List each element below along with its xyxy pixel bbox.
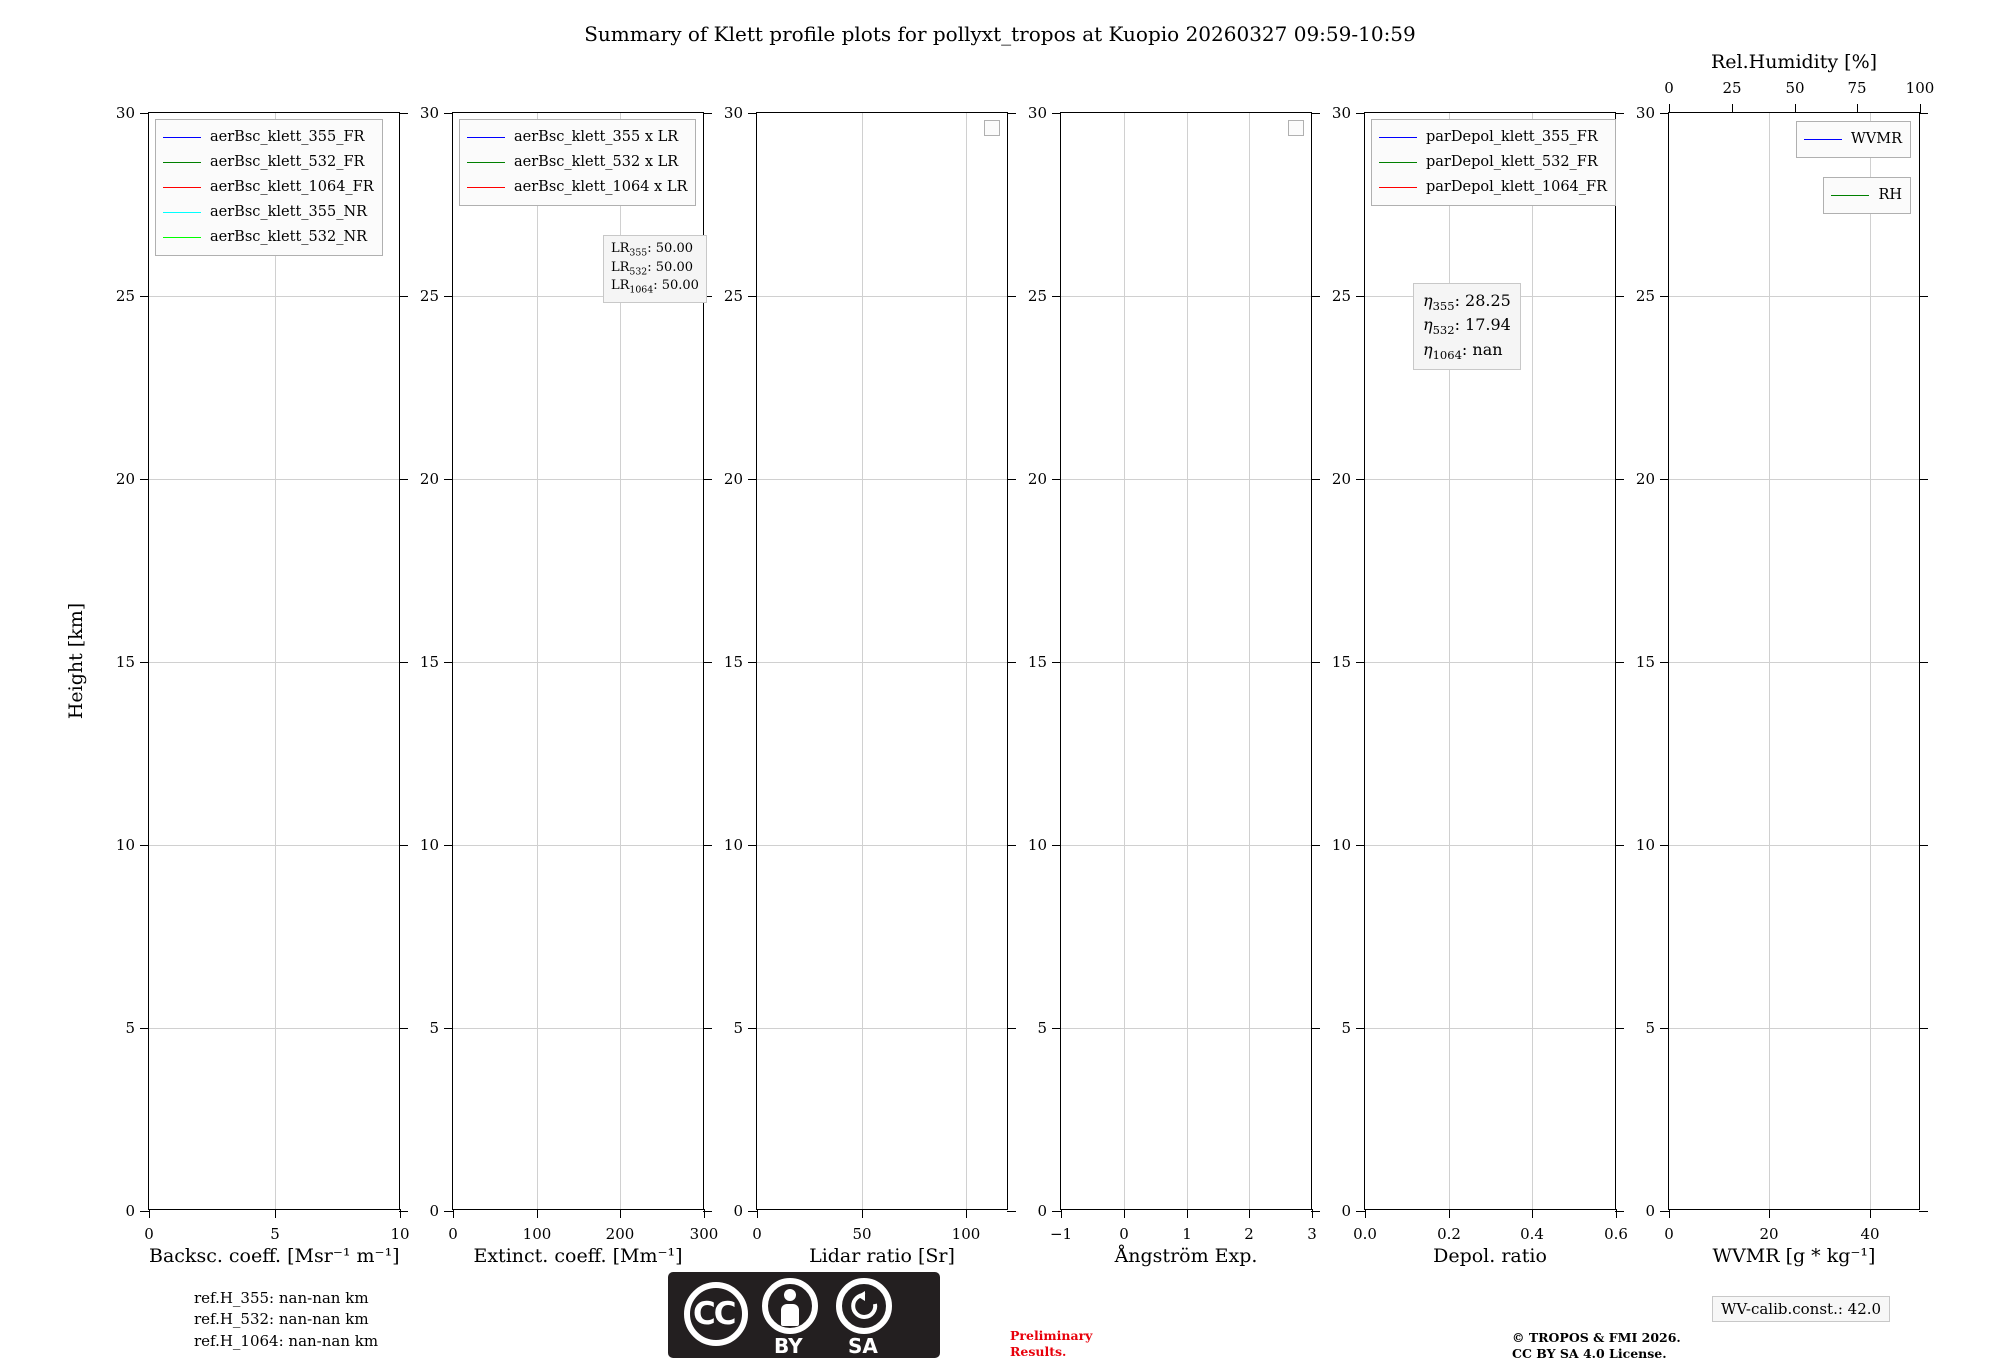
ytick-label: 15 [1027,653,1047,671]
legend-item[interactable] [163,150,374,175]
legend-swatch-icon [1379,137,1417,138]
legend-item[interactable] [163,125,374,150]
x-axis-title-angstrom: Ångström Exp. [1114,1245,1258,1267]
ytick-label: 10 [723,836,743,854]
ytick-label: 0 [1037,1202,1047,1220]
sa-arrow-icon [850,1291,880,1321]
xtick-label: 3 [1307,1225,1317,1243]
ytick-label: 15 [1635,653,1655,671]
legend-swatch-icon [1379,162,1417,163]
legend-item-label: parDepol_klett_1064_FR [1426,179,1608,196]
legend-rh[interactable] [1823,177,1911,214]
x-axis-title-extinction: Extinct. coeff. [Mm⁻¹] [473,1245,683,1267]
ytick-label: 0 [733,1202,743,1220]
x-axis-title-depol-ratio: Depol. ratio [1433,1245,1547,1267]
legend-swatch-icon [163,162,201,163]
legend-swatch-icon [467,162,505,163]
panel-wvmr-rh [1635,51,1935,1267]
xtick-label: 100 [951,1225,981,1243]
ytick-label: 10 [115,836,135,854]
xtick-label: 300 [689,1225,719,1243]
legend-swatch-icon [163,187,201,188]
legend-item[interactable] [467,125,687,150]
xtick-label: 1 [1182,1225,1192,1243]
xtick-label: 0.0 [1353,1225,1377,1243]
preliminary-line-1: Preliminary [1010,1328,1093,1343]
preliminary-results-note [1010,1328,1092,1359]
ytick-label: 0 [1645,1202,1655,1220]
by-person-head [784,1289,796,1301]
by-person-body [781,1304,799,1326]
legend-item-label: aerBsc_klett_1064 x LR [514,179,688,196]
legend-angstrom-empty[interactable] [1288,120,1304,136]
ytick-label: 25 [1331,287,1351,305]
legend-swatch-icon [1804,139,1842,140]
legend-item-label: RH [1878,187,1902,204]
xtick-label: 200 [605,1225,635,1243]
xtick-label: 0.2 [1437,1225,1461,1243]
ytick-label: 20 [419,470,439,488]
ytick-label: 25 [723,287,743,305]
xtick-label: 40 [1860,1225,1880,1243]
xtick-label: 20 [1759,1225,1779,1243]
legend-item[interactable] [1804,127,1902,152]
ytick-label: 30 [723,104,743,122]
ytick-label: 30 [1331,104,1351,122]
copyright-line-2: CC BY SA 4.0 License. [1512,1345,1667,1361]
ytick-label: 30 [115,104,135,122]
ytick-label: 5 [1645,1019,1655,1037]
xtick-label: 10 [390,1225,410,1243]
xtick-label: 2 [1244,1225,1254,1243]
ytick-label: 10 [1027,836,1047,854]
ytick-label: 15 [419,653,439,671]
legend-depol-ratio[interactable] [1371,119,1616,206]
annotation-line: $LR_{355}$: 50.00 [611,241,693,259]
ytick-label: 15 [1331,653,1351,671]
wv-calibration-constant: WV-calib.const.: 42.0 [1712,1296,1890,1322]
ytick-label: 10 [419,836,439,854]
annotation-line: $\eta_{1064}$: nan [1423,339,1503,362]
ytick-label: 20 [1331,470,1351,488]
legend-swatch-icon [163,137,201,138]
xtick-label: 100 [522,1225,552,1243]
xtick-label: 0 [448,1225,458,1243]
by-label: BY [774,1334,803,1358]
legend-item[interactable] [163,225,374,250]
legend-item-label: WVMR [1850,131,1902,148]
ytick-label: 5 [1037,1019,1047,1037]
legend-item-label: aerBsc_klett_532 x LR [514,154,679,171]
y-axis-title: Height [km] [65,602,87,720]
ytick-label: 5 [125,1019,135,1037]
xtick-label: 50 [852,1225,872,1243]
legend-item[interactable] [163,175,374,200]
cc-letters: CC [693,1296,735,1332]
copyright-note [1512,1330,1681,1361]
xtick-label-top: 75 [1847,79,1867,97]
ytick-label: 20 [115,470,135,488]
legend-swatch-icon [1831,195,1869,196]
sa-label: SA [848,1334,878,1358]
annotation-line: $LR_{532}$: 50.00 [611,259,693,278]
ref-height-355: ref.H_355: nan-nan km [194,1289,369,1307]
ytick-label: 5 [429,1019,439,1037]
xtick-label: 0.4 [1520,1225,1544,1243]
x-axis-title-lidar-ratio: Lidar ratio [Sr] [809,1245,955,1267]
legend-item-label: parDepol_klett_532_FR [1426,154,1598,171]
figure-title: Summary of Klett profile plots for pollyxt_tropos at Kuopio 20260327 09:59-10:59 [584,22,1416,46]
annotation-line: $\eta_{355}$: 28.25 [1423,291,1511,314]
panel-depol-ratio [1331,104,1628,1267]
legend-item[interactable] [467,150,687,175]
xtick-label: 0 [752,1225,762,1243]
xtick-label: 5 [270,1225,280,1243]
legend-swatch-icon [467,137,505,138]
legend-swatch-icon [163,237,201,238]
ytick-label: 20 [1027,470,1047,488]
panel-lidar-ratio [723,104,1008,1267]
legend-item[interactable] [1379,150,1607,175]
ytick-label: 15 [115,653,135,671]
reference-height-box [194,1288,378,1352]
ytick-label: 15 [723,653,743,671]
ytick-label: 25 [1027,287,1047,305]
legend-extinction[interactable] [459,119,696,206]
x-axis-title-rh: Rel.Humidity [%] [1710,51,1878,73]
annotation-line: $LR_{1064}$: 50.00 [611,278,699,296]
ytick-label: 30 [1027,104,1047,122]
xtick-label-top: 0 [1664,79,1674,97]
legend-item-label: aerBsc_klett_355 x LR [514,129,679,146]
ref-height-532: ref.H_532: nan-nan km [194,1310,369,1329]
annotation-line: $\eta_{532}$: 17.94 [1423,315,1511,338]
legend-item[interactable] [467,175,687,200]
x-axis-title-backscatter: Backsc. coeff. [Msr⁻¹ m⁻¹] [149,1245,400,1267]
plot-area-angstrom [1061,113,1311,1209]
legend-item[interactable] [1379,175,1607,200]
ytick-label: 25 [115,287,135,305]
copyright-line-1: © TROPOS & FMI 2026. [1512,1330,1681,1345]
preliminary-line-2: Results. [1010,1343,1067,1359]
legend-lidar-ratio-empty[interactable] [984,120,1000,136]
ytick-label: 20 [723,470,743,488]
panel-backscatter [115,104,410,1267]
ref-height-1064: ref.H_1064: nan-nan km [194,1331,379,1350]
ytick-label: 5 [1341,1019,1351,1037]
panel-extinction [419,104,719,1267]
legend-item-label: aerBsc_klett_532_FR [210,154,365,171]
plot-area-backscatter [149,113,399,1209]
x-axis-title-wvmr: WVMR [g * kg⁻¹] [1712,1245,1876,1267]
plot-area-wvmr-rh [1669,113,1919,1209]
legend-item[interactable] [163,200,374,225]
plot-area-lidar-ratio [757,113,1007,1209]
legend-swatch-icon [1379,187,1417,188]
ytick-label: 10 [1635,836,1655,854]
xtick-label: 0 [144,1225,154,1243]
panel-angstrom [1027,104,1317,1267]
cc-license-badge [668,1272,940,1358]
legend-item-label: aerBsc_klett_355_FR [210,129,365,146]
xtick-label-top: 25 [1722,79,1742,97]
legend-item-label: aerBsc_klett_1064_FR [210,179,374,196]
annotation-eta-values [1413,283,1521,370]
plot-area-depol-ratio [1365,113,1615,1209]
legend-item[interactable] [1831,183,1902,208]
ytick-label: 0 [429,1202,439,1220]
ytick-label: 5 [733,1019,743,1037]
ytick-label: 0 [125,1202,135,1220]
ytick-label: 30 [419,104,439,122]
xtick-label: 0 [1664,1225,1674,1243]
legend-swatch-icon [467,187,505,188]
legend-item[interactable] [1379,125,1607,150]
ytick-label: 30 [1635,104,1655,122]
xtick-label: 0 [1119,1225,1129,1243]
ytick-label: 20 [1635,470,1655,488]
xtick-label: 0.6 [1604,1225,1628,1243]
legend-swatch-icon [163,212,201,213]
ytick-label: 0 [1341,1202,1351,1220]
ytick-label: 10 [1331,836,1351,854]
legend-wvmr[interactable] [1796,121,1911,158]
xtick-label-top: 100 [1905,79,1935,97]
ytick-label: 25 [419,287,439,305]
xtick-label-top: 50 [1785,79,1805,97]
legend-item-label: aerBsc_klett_532_NR [210,229,368,246]
xtick-label: −1 [1049,1225,1073,1243]
annotation-lidar-ratios [603,235,707,303]
ytick-label: 25 [1635,287,1655,305]
legend-item-label: aerBsc_klett_355_NR [210,204,368,221]
legend-backscatter[interactable] [155,119,383,256]
legend-item-label: parDepol_klett_355_FR [1426,129,1598,146]
